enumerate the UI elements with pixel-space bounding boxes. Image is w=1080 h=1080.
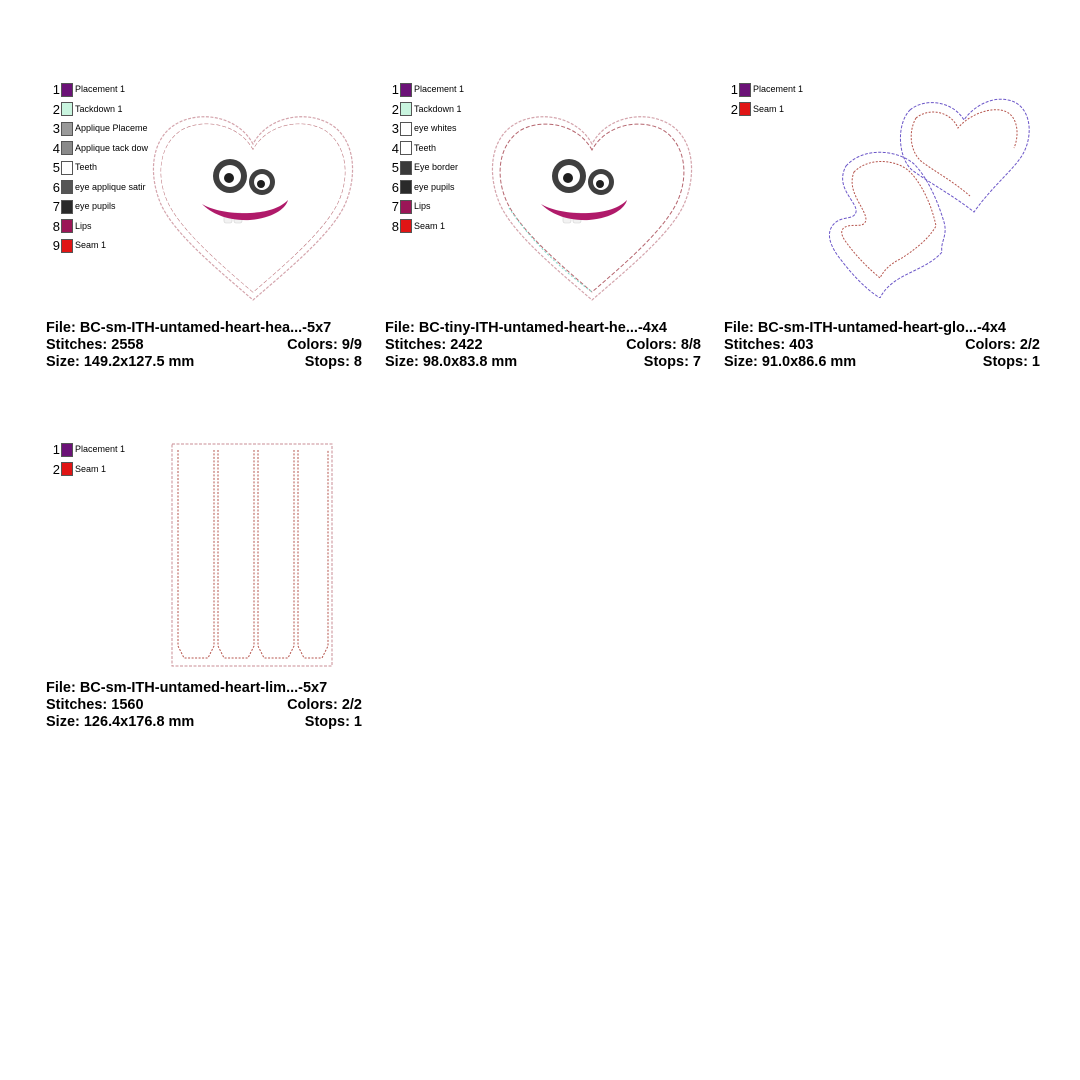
color-name: Lips	[414, 201, 431, 212]
color-swatch	[400, 102, 412, 116]
stitch-count: Stitches: 2558	[46, 337, 144, 353]
color-list	[46, 80, 156, 256]
color-list	[46, 440, 156, 479]
color-number: 3	[52, 121, 60, 137]
color-row	[724, 100, 834, 120]
color-swatch	[400, 219, 412, 233]
color-number: 7	[391, 199, 399, 215]
design-card-heart-5x7[interactable]	[46, 80, 366, 380]
eye-left-icon	[552, 159, 586, 193]
color-swatch	[739, 102, 751, 116]
color-swatch	[739, 83, 751, 97]
stop-count: Stops: 8	[304, 354, 362, 370]
mitten-right-outline	[900, 99, 1029, 212]
color-number: 2	[730, 101, 738, 117]
design-size: Size: 126.4x176.8 mm	[46, 714, 195, 730]
stop-count: Stops: 7	[643, 354, 701, 370]
color-name: Placement 1	[75, 444, 126, 455]
color-name: Tackdown 1	[414, 103, 462, 114]
color-number: 7	[52, 199, 60, 215]
color-row	[46, 217, 156, 237]
limbs-frame	[172, 444, 332, 666]
color-number: 2	[52, 461, 60, 477]
color-name: Placement 1	[753, 84, 804, 95]
color-swatch	[61, 161, 73, 175]
color-row	[46, 440, 156, 460]
heart-outline-inner	[500, 124, 684, 292]
color-list	[385, 80, 495, 236]
color-number: 4	[391, 140, 399, 156]
color-number: 1	[391, 82, 399, 98]
color-name: Seam 1	[75, 463, 107, 474]
color-swatch	[61, 462, 73, 476]
color-count: Colors: 9/9	[287, 337, 362, 353]
mitten-left-seam	[842, 161, 936, 278]
design-info	[385, 320, 701, 371]
design-size: Size: 98.0x83.8 mm	[385, 354, 518, 370]
stitch-count: Stitches: 403	[724, 337, 814, 353]
color-count: Colors: 8/8	[626, 337, 701, 353]
color-row	[46, 119, 156, 139]
color-number: 6	[52, 179, 60, 195]
color-number: 1	[730, 82, 738, 98]
color-name: Seam 1	[414, 220, 446, 231]
heart-outline-outer	[492, 117, 691, 300]
color-number: 1	[52, 82, 60, 98]
color-row	[385, 178, 495, 198]
color-count: Colors: 2/2	[287, 697, 362, 713]
design-info	[46, 680, 362, 731]
design-size: Size: 91.0x86.6 mm	[724, 354, 857, 370]
color-number: 5	[52, 160, 60, 176]
color-row	[385, 119, 495, 139]
color-number: 1	[52, 442, 60, 458]
limb-strip	[298, 450, 328, 658]
color-number: 6	[391, 179, 399, 195]
color-swatch	[61, 122, 73, 136]
color-row	[724, 80, 834, 100]
limb-strip	[218, 450, 254, 658]
lips-icon	[541, 200, 627, 220]
color-row	[385, 197, 495, 217]
color-number: 8	[52, 218, 60, 234]
color-name: eye pupils	[414, 181, 455, 192]
color-name: Lips	[75, 220, 92, 231]
design-card-limbs-5x7[interactable]	[46, 440, 366, 740]
color-number: 2	[52, 101, 60, 117]
color-list	[724, 80, 834, 119]
file-name: File: BC-sm-ITH-untamed-heart-glo...-4x4	[724, 320, 1006, 336]
color-swatch	[400, 161, 412, 175]
color-name: Applique tack dow	[75, 142, 149, 153]
color-row	[46, 80, 156, 100]
color-row	[385, 100, 495, 120]
design-size: Size: 149.2x127.5 mm	[46, 354, 195, 370]
color-name: Seam 1	[753, 103, 785, 114]
color-number: 2	[391, 101, 399, 117]
design-preview-heart-face[interactable]	[150, 108, 356, 306]
file-name: File: BC-sm-ITH-untamed-heart-hea...-5x7	[46, 320, 332, 336]
mitten-right-seam	[911, 110, 1017, 196]
design-preview-mittens[interactable]	[824, 92, 1036, 298]
color-row	[46, 236, 156, 256]
color-row	[385, 80, 495, 100]
color-number: 3	[391, 121, 399, 137]
design-card-heart-4x4[interactable]	[385, 80, 705, 380]
color-row	[46, 460, 156, 480]
stop-count: Stops: 1	[304, 714, 362, 730]
color-swatch	[400, 200, 412, 214]
color-swatch	[400, 141, 412, 155]
design-info	[46, 320, 362, 371]
color-swatch	[61, 102, 73, 116]
design-card-gloves-4x4[interactable]	[724, 80, 1044, 380]
color-name: Teeth	[75, 162, 98, 173]
stop-count: Stops: 1	[982, 354, 1040, 370]
color-swatch	[400, 122, 412, 136]
color-swatch	[61, 443, 73, 457]
color-row	[46, 139, 156, 159]
color-row	[46, 100, 156, 120]
color-name: eye pupils	[75, 201, 116, 212]
color-number: 8	[391, 218, 399, 234]
color-name: Applique Placeme	[75, 123, 148, 134]
color-swatch	[61, 200, 73, 214]
design-preview-tiny-heart-face[interactable]	[489, 108, 695, 306]
limb-strip	[178, 450, 214, 658]
eye-right-icon	[249, 169, 275, 195]
color-swatch	[61, 141, 73, 155]
color-swatch	[61, 180, 73, 194]
color-row	[46, 158, 156, 178]
color-swatch	[61, 239, 73, 253]
color-row	[385, 217, 495, 237]
color-row	[385, 139, 495, 159]
color-swatch	[400, 180, 412, 194]
color-number: 4	[52, 140, 60, 156]
file-name: File: BC-tiny-ITH-untamed-heart-he...-4x4	[385, 320, 667, 336]
color-name: Seam 1	[75, 240, 107, 251]
color-name: Teeth	[414, 142, 437, 153]
eye-right-icon	[588, 169, 614, 195]
color-number: 5	[391, 160, 399, 176]
eye-left-icon	[213, 159, 247, 193]
design-preview-limbs[interactable]	[168, 440, 336, 672]
color-name: eye whites	[414, 123, 457, 134]
color-count: Colors: 2/2	[965, 337, 1040, 353]
mitten-left-outline	[829, 152, 945, 298]
color-swatch	[61, 83, 73, 97]
design-info	[724, 320, 1040, 371]
color-name: Placement 1	[75, 84, 126, 95]
color-name: eye applique satir	[75, 181, 146, 192]
color-row	[385, 158, 495, 178]
color-row	[46, 178, 156, 198]
color-name: Tackdown 1	[75, 103, 123, 114]
stitch-count: Stitches: 1560	[46, 697, 144, 713]
color-swatch	[400, 83, 412, 97]
color-swatch	[61, 219, 73, 233]
limb-strip	[258, 450, 294, 658]
file-name: File: BC-sm-ITH-untamed-heart-lim...-5x7	[46, 680, 328, 696]
color-row	[46, 197, 156, 217]
stitch-count: Stitches: 2422	[385, 337, 483, 353]
color-number: 9	[52, 238, 60, 254]
color-name: Placement 1	[414, 84, 465, 95]
color-name: Eye border	[414, 162, 459, 173]
